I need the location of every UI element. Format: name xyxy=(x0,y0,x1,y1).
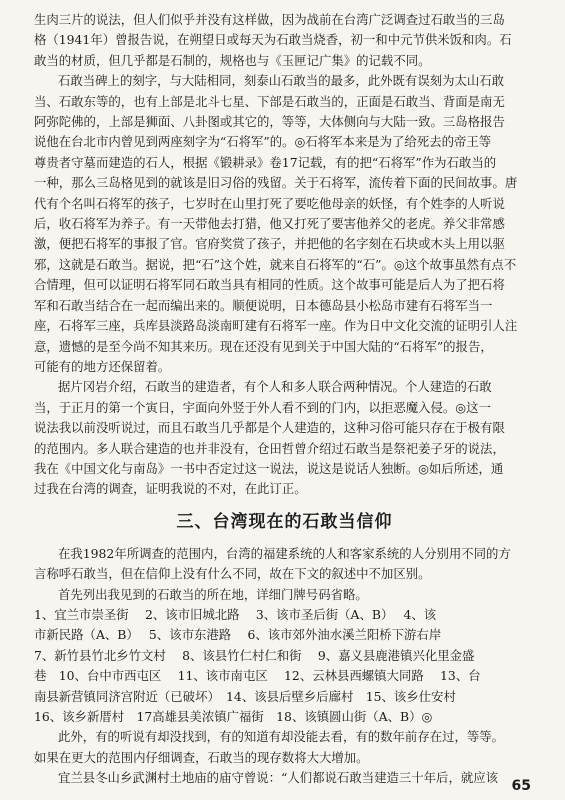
text-line: 如果在更大的范围内仔细调查，石敢当的现存数将大大增加。 xyxy=(34,749,369,765)
text-line: 后，收石将军为养子。有一天带他去打猎，他又打死了要害他养父的老虎。养父非常感 xyxy=(34,216,505,232)
text-line: 说法我以前没听说过，而且石敢当几乎都是个人建造的，这种习俗可能只存在于极有限 xyxy=(34,420,505,436)
text-line: 我在《中国文化与南岛》一书中否定过这一说法，说这是说话人独断。◎如后所述，通 xyxy=(34,460,504,476)
page-number: 65 xyxy=(511,778,531,794)
text-line: 首先列出我见到的石敢当的所在地，详细门牌号码省略。 xyxy=(58,586,368,602)
text-line: 据片冈岩介绍，石敢当的建造者，有个人和多人联合两种情况。个人建造的石敢 xyxy=(58,379,492,395)
section-title: 三、台湾现在的石敢当信仰 xyxy=(176,511,393,532)
text-line: 此外，有的听说有却没找到，有的知道有却没能去看，有的数年前存在过，等等。 xyxy=(58,729,505,745)
text-line: 当、石敢东等的，也有上部是北斗七星、下部是石敢当的，正面是石敢当、背面是南无 xyxy=(34,93,505,109)
text-line: 格（1941年）曾报告说，在朔望日或每天为石敢当烧香，初一和中元节供米饭和肉。石 xyxy=(34,32,512,48)
paragraph-additional xyxy=(34,727,535,768)
text-line: 激，便把石将军的事报了官。官府奖赏了孩子，并把他的名字刻在石块或木头上用以驱 xyxy=(34,236,505,252)
text-line: 南县新营镇同济宫附近（已破坏） 14、该县后壁乡后廍村 15、该乡仕安村 xyxy=(34,688,456,704)
text-line: 代有个名叫石将军的孩子，七岁时在山里打死了要吃他母亲的妖怪，有个姓李的人听说 xyxy=(34,195,505,211)
text-line: 7、新竹县竹北乡竹文村 8、该县竹仁村仁和街 9、嘉义县鹿港镇兴化里金盛 xyxy=(34,647,475,663)
text-line: 可能有的地方还保留着。 xyxy=(34,358,171,374)
text-line: 宜兰县冬山乡武渊村土地庙的庙守曾说：“人们都说石敢当建造三十年后，就应该 xyxy=(58,770,499,786)
text-line: 生肉三片的说法，但人们似乎并没有这样做，因为战前在台湾广泛调查过石敢当的三岛 xyxy=(34,12,505,27)
paragraph-locations xyxy=(34,585,535,728)
text-line: 在我1982年所调查的范围内，台湾的福建系统的人和客家系统的人分别用不同的方 xyxy=(58,545,511,561)
text-line: 当，于正月的第一个寅日，宇面向外竖于外人看不到的门内，以拒恶魔入侵。◎这一 xyxy=(34,399,491,415)
text-line: 16、该乡新厝村 17高雄县美浓镇广福街 18、该镇圆山街（A、B）◎ xyxy=(34,709,433,724)
paragraph-inscriptions xyxy=(34,71,535,377)
text-line: 阿弥陀佛的，上部是狮面、八卦图或其它的，等等，大体侧向与大陆一致。三岛格报告 xyxy=(34,114,505,130)
text-line: 敢当的材质，但几乎都是石制的，规格也与《玉匣记广集》的记载不同。 xyxy=(34,52,431,68)
text-line: 市新民路（A、B） 5、该市东港路 6、该市郊外油水溪兰阳桥下游右岸 xyxy=(34,627,442,643)
text-line: 军和石敢当结合在一起而编出来的。顺便说明，日本德岛县小松岛市建有石将军当一 xyxy=(34,297,493,313)
paragraph-builders xyxy=(34,377,535,499)
text-line: 的范围内。多人联合建造的也并非没有，仓田哲曾介绍过石敢当是祭祀姜子牙的说法， xyxy=(34,440,505,456)
text-line: 意，遗憾的是至今尚不知其来历。现在还没有见到关于中国大陆的“石将军”的报告， xyxy=(34,338,493,354)
text-line: 巷 10、台中市西屯区 11、该市南屯区 12、云林县西螺镇大同路 13、台 xyxy=(34,668,481,684)
text-line: 一种，那么三岛格见到的就该是旧习俗的残留。关于石将军，流传着下面的民间故事。唐 xyxy=(34,175,518,191)
text-line: 1、宜兰市崇圣街 2、该市旧城北路 3、该市圣后街（A、B） 4、该 xyxy=(34,606,437,622)
text-line: 座，石将军三座，兵库县淡路岛淡南町建有石将军一座。作为日中文化交流的证明引人注 xyxy=(34,318,518,334)
paragraph-temple-keeper xyxy=(34,768,535,788)
text-line: 说他在台北市内曾见到两座刻字为“石将军”的。◎石将军本来是为了给死去的帝王等 xyxy=(34,134,492,150)
paragraph-offerings xyxy=(34,10,535,71)
text-line: 石敢当碑上的刻字，与大陆相同，刻泰山石敢当的最多，此外既有误刻为太山石敢 xyxy=(58,73,505,89)
text-line: 尊贵者守墓而建造的石人，根据《锻耕录》卷17记载，有的把“石将军”作为石敢当的 xyxy=(34,154,497,170)
text-line: 邪，这就是石敢当。据说，把“石”这个姓，就来自石将军的“石”。◎这个故事虽然有点不 xyxy=(34,256,517,272)
paragraph-survey xyxy=(34,544,535,585)
text-line: 言称呼石敢当，但在信仰上没有什么不同，故在下文的叙述中不加区别。 xyxy=(34,566,431,582)
text-line: 合情理，但可以证明石将军同石敢当具有相同的性质。这个故事可能是后人为了把石将 xyxy=(34,277,505,293)
text-line: 过我在台湾的调查，证明我说的不对，在此订正。 xyxy=(34,481,307,497)
